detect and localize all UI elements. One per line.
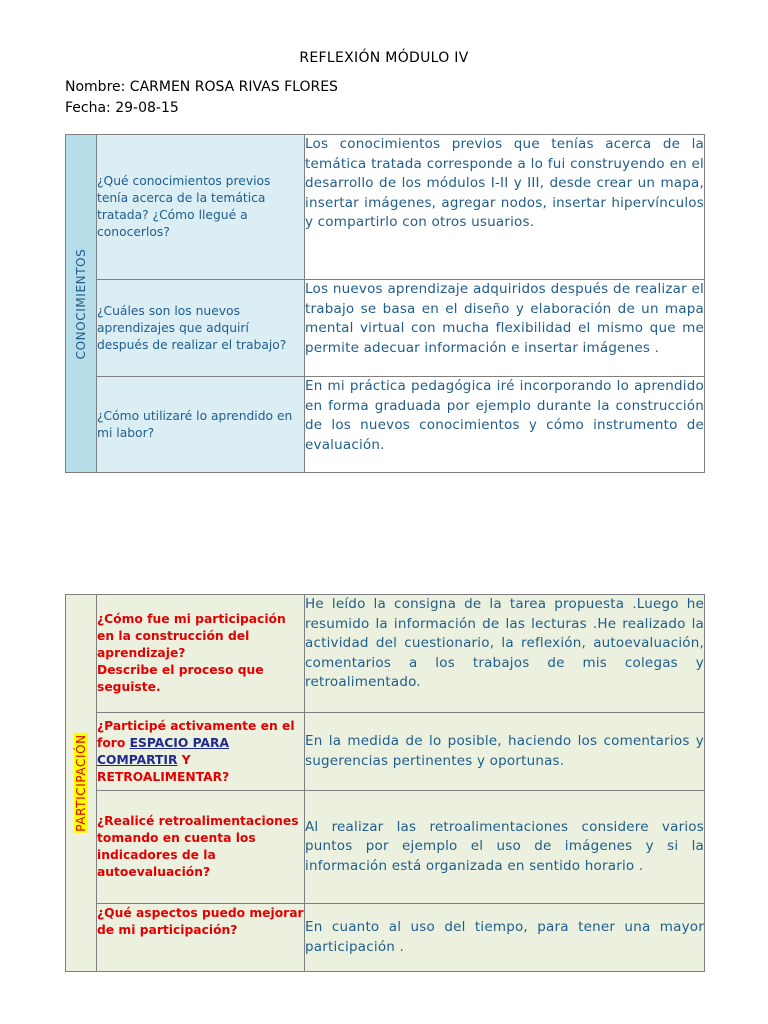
table-row xyxy=(66,135,705,280)
document-title: REFLEXIÓN MÓDULO IV xyxy=(299,50,469,66)
forum-link-continued[interactable]: COMPARTIR xyxy=(97,752,178,767)
question-cell: ¿Cómo utilizaré lo aprendido en mi labor? xyxy=(97,377,305,473)
knowledge-table xyxy=(65,134,705,473)
question-cell: ¿Qué conocimientos previos tenía acerca de la temática tratada? ¿Cómo llegué a conocerlos? xyxy=(97,135,305,280)
section-label-cell xyxy=(66,135,97,473)
answer-cell: En cuanto al uso del tiempo, para tener una mayor participación . xyxy=(305,904,705,972)
question-cell: ¿Cuáles son los nuevos aprendizajes que adquirí después de realizar el trabajo? xyxy=(97,280,305,377)
question-text: ¿Participé activamente en el foro xyxy=(97,718,295,750)
question-cell: ¿Realicé retroalimentaciones tomando en cuenta los indicadores de la autoevaluación? xyxy=(97,791,305,904)
answer-cell: En la medida de lo posible, haciendo los comentarios y sugerencias pertinentes y oportunas. xyxy=(305,713,705,791)
section-label-knowledge: CONOCIMIENTOS xyxy=(74,248,88,359)
answer-cell: En mi práctica pedagógica iré incorporando lo aprendido en forma graduada por ejemplo durante la construcción de los nuevos conocimientos y cómo instrumento de evaluación. xyxy=(305,377,705,473)
table-row xyxy=(66,595,705,713)
answer-cell: He leído la consigna de la tarea propuesta .Luego he resumido la información de las lecturas .He realizado la actividad del cuestionario, la reflexión, autoevaluación, comentarios a los trabajos de mis colegas y retroalimentado. xyxy=(305,595,705,713)
answer-cell: Al realizar las retroalimentaciones considere varios puntos por ejemplo el uso de imágenes y si la información está organizada en sentido horario . xyxy=(305,791,705,904)
forum-link[interactable]: ESPACIO PARA xyxy=(129,735,229,750)
table-row xyxy=(66,904,705,972)
question-cell: ¿Qué aspectos puedo mejorar de mi participación? xyxy=(97,904,305,972)
table-row xyxy=(66,377,705,473)
section-label-cell xyxy=(66,595,97,972)
question-cell xyxy=(97,713,305,791)
date-line: Fecha: 29-08-15 xyxy=(65,100,179,116)
answer-cell: Los conocimientos previos que tenías acerca de la temática tratada corresponde a lo fui construyendo en el desarrollo de los módulos I-II y III, desde crear un mapa, insertar imágenes, agregar nodos, insertar hipervínculos y compartirlo con otros usuarios. xyxy=(305,135,705,280)
table-row xyxy=(66,713,705,791)
table-row xyxy=(66,280,705,377)
question-text: Y RETROALIMENTAR? xyxy=(97,752,230,784)
table-row xyxy=(66,791,705,904)
participation-table xyxy=(65,594,705,972)
section-label-participation: PARTICIPACIÓN xyxy=(74,734,88,832)
answer-cell: Los nuevos aprendizaje adquiridos después de realizar el trabajo se basa en el diseño y elaboración de un mapa mental virtual con mucha flexibilidad el mismo que me permite adecuar información e insertar imágenes . xyxy=(305,280,705,377)
name-line: Nombre: CARMEN ROSA RIVAS FLORES xyxy=(65,79,338,95)
question-cell: ¿Cómo fue mi participación en la construcción del aprendizaje? Describe el proceso que seguiste. xyxy=(97,595,305,713)
